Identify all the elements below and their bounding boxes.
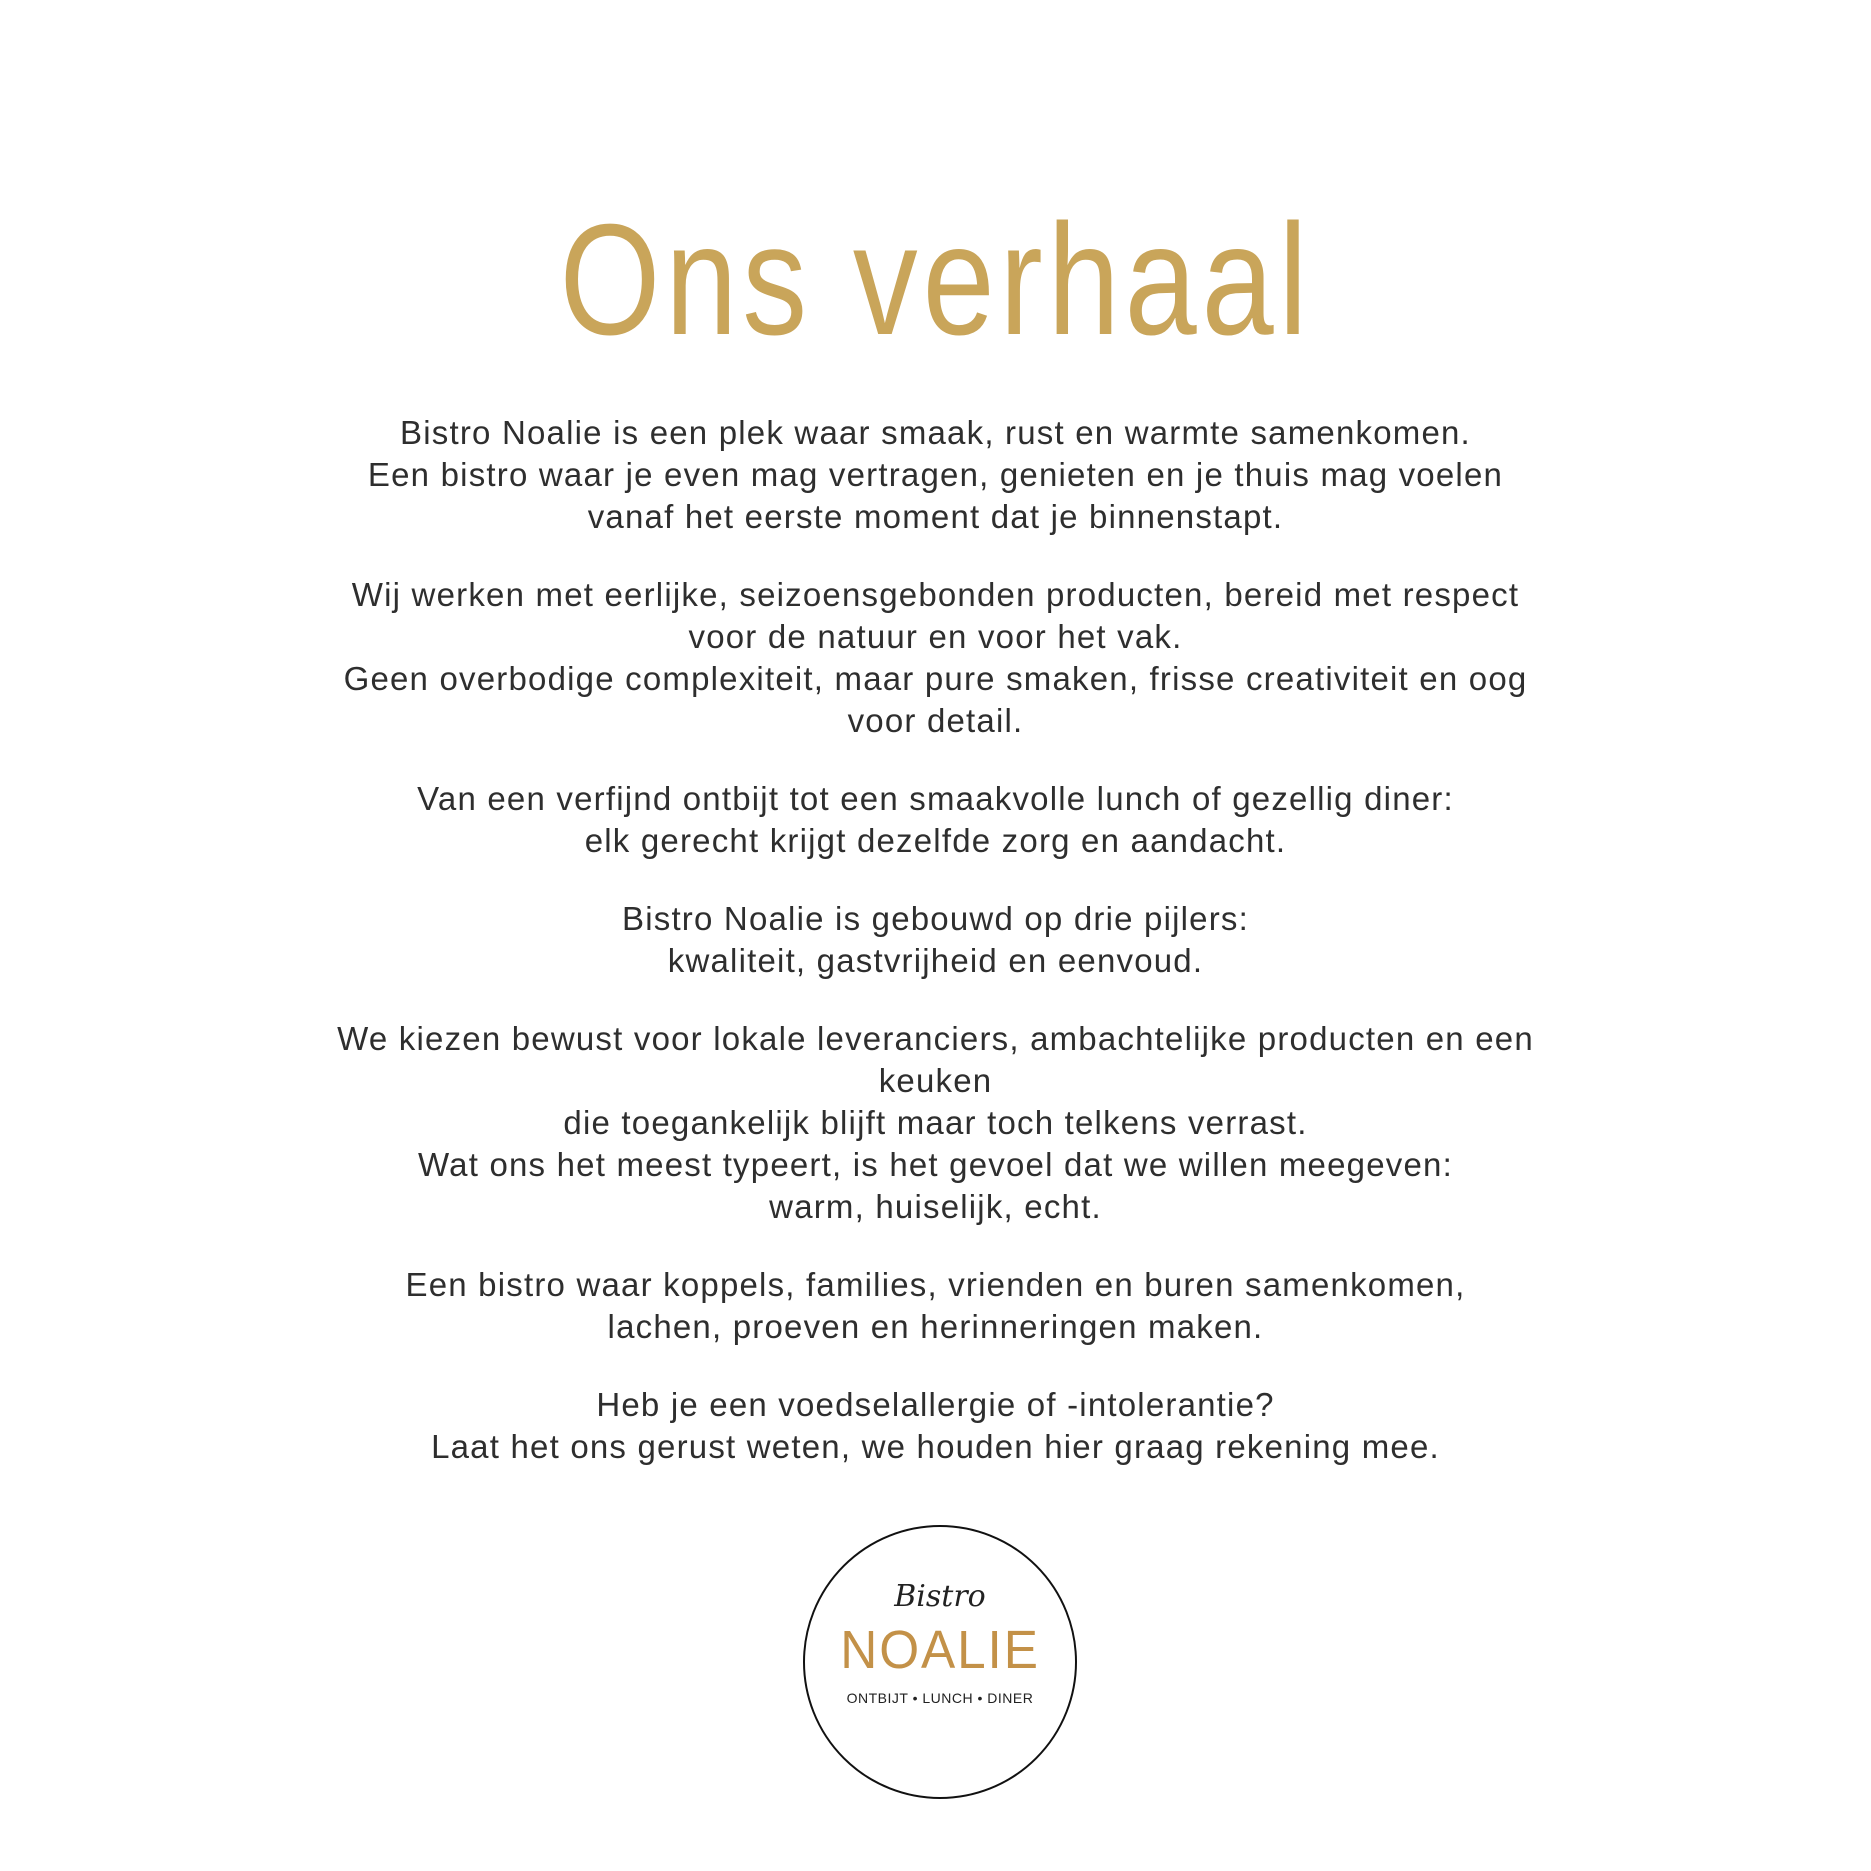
text-line: elk gerecht krijgt dezelfde zorg en aandacht.	[584, 822, 1287, 859]
paragraph	[0, 1384, 1871, 1468]
logo-brand	[805, 1619, 1075, 1681]
page-title	[0, 191, 1871, 368]
text-line: Geen overbodige complexiteit, maar pure smaken, frisse creativiteit en oog	[343, 660, 1528, 697]
text-line: vanaf het eerste moment dat je binnenstapt.	[587, 498, 1284, 535]
logo-script: Bistro	[894, 1579, 986, 1614]
text-line: Wat ons het meest typeert, is het gevoel dat we willen meegeven:	[418, 1146, 1453, 1183]
text-line: Heb je een voedselallergie of -intolerantie?	[596, 1386, 1275, 1423]
text-line: die toegankelijk blijft maar toch telkens verrast.	[563, 1104, 1308, 1141]
text-line: We kiezen bewust voor lokale leveranciers, ambachtelijke producten en een	[337, 1020, 1534, 1057]
paragraph	[0, 1018, 1871, 1228]
text-line: lachen, proeven en herinneringen maken.	[607, 1308, 1264, 1345]
page-title-text: Ons verhaal	[559, 191, 1312, 368]
text-line: voor de natuur en voor het vak.	[688, 618, 1183, 655]
paragraph	[0, 574, 1871, 742]
paragraph	[0, 412, 1871, 538]
paragraph	[0, 898, 1871, 982]
text-line: keuken	[878, 1062, 993, 1099]
text-line: Van een verfijnd ontbijt tot een smaakvolle lunch of gezellig diner:	[417, 780, 1454, 817]
text-line: Laat het ons gerust weten, we houden hier graag rekening mee.	[431, 1428, 1440, 1465]
text-line: Een bistro waar je even mag vertragen, genieten en je thuis mag voelen	[367, 456, 1504, 493]
paragraph	[0, 778, 1871, 862]
text-line: voor detail.	[847, 702, 1024, 739]
text-line: warm, huiselijk, echt.	[769, 1188, 1102, 1225]
text-line: Bistro Noalie is een plek waar smaak, rust en warmte samenkomen.	[400, 414, 1471, 451]
logo-tagline: ONTBIJT • LUNCH • DINER	[846, 1690, 1034, 1706]
text-line: Wij werken met eerlijke, seizoensgebonden producten, bereid met respect	[351, 576, 1520, 613]
story-text	[0, 412, 1871, 1504]
paragraph	[0, 1264, 1871, 1348]
text-line: Bistro Noalie is gebouwd op drie pijlers:	[622, 900, 1249, 937]
text-line: kwaliteit, gastvrijheid en eenvoud.	[667, 942, 1204, 979]
bistro-noalie-logo	[803, 1525, 1077, 1799]
logo-brand-text: NOALIE	[840, 1620, 1040, 1680]
text-line: Een bistro waar koppels, families, vrienden en buren samenkomen,	[405, 1266, 1466, 1303]
